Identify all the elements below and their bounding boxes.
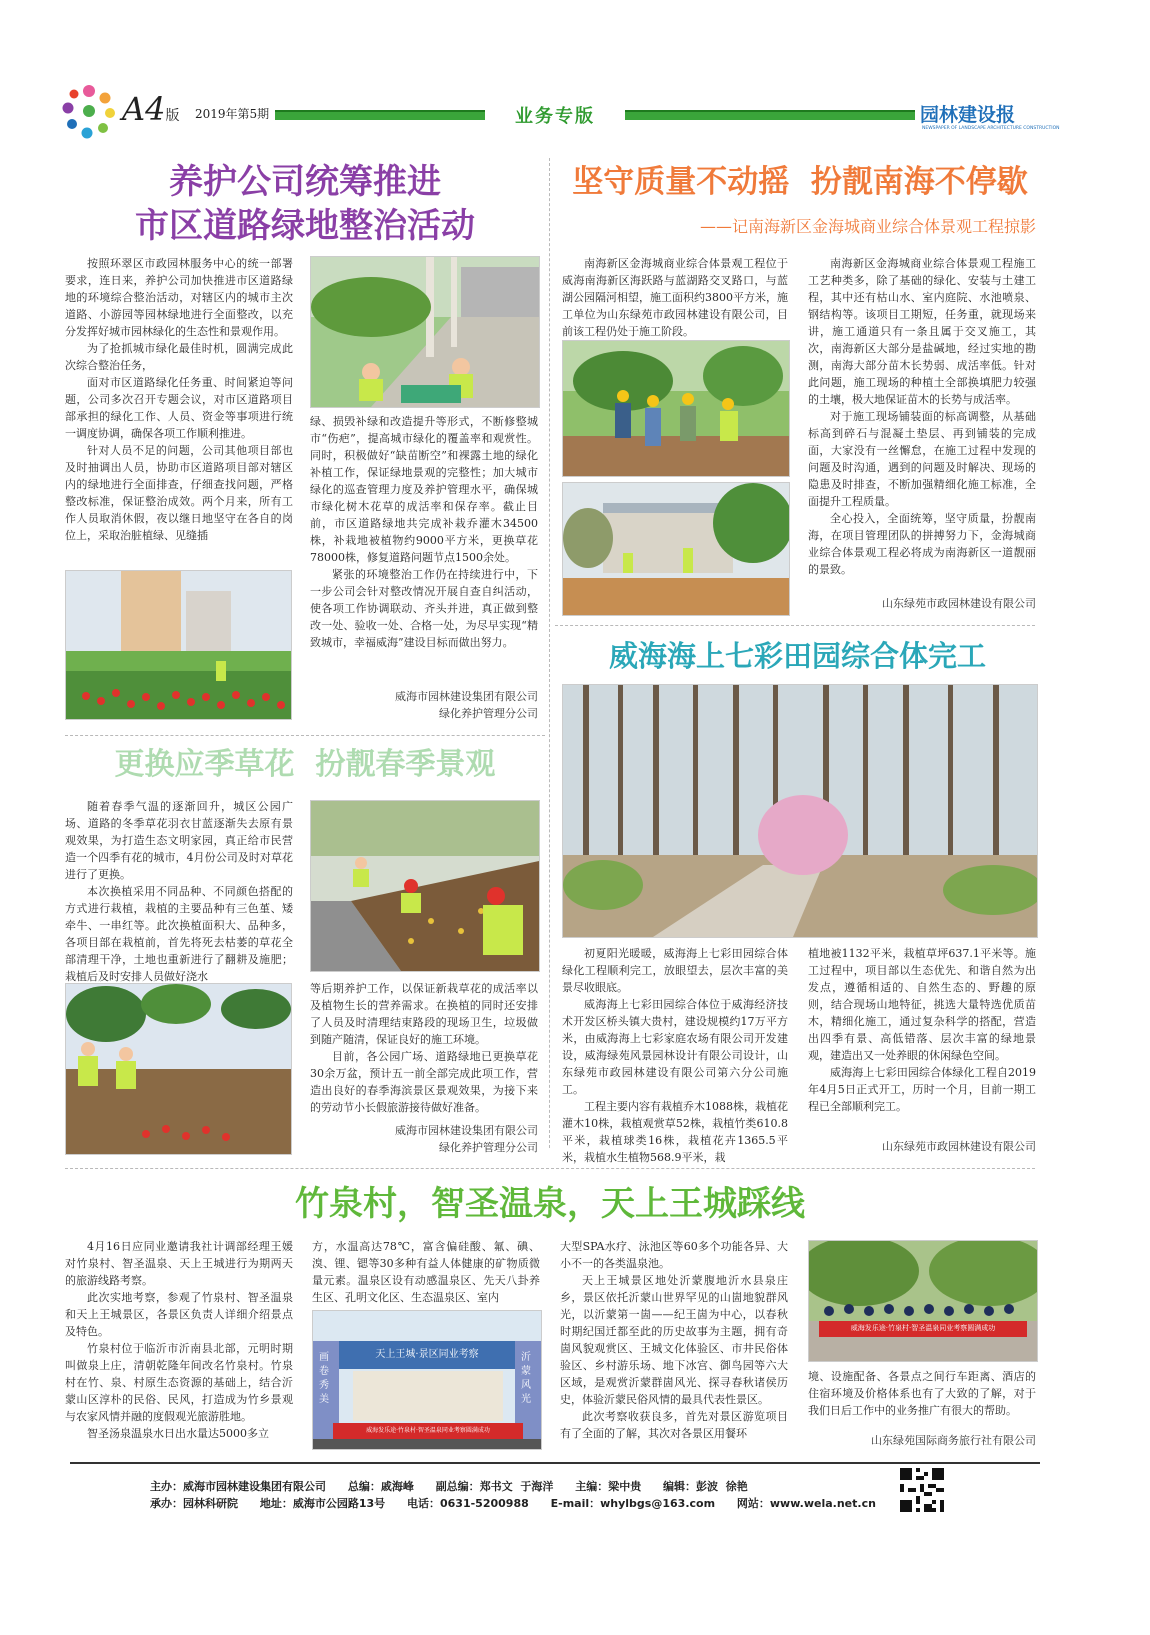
masthead-green-bar-left <box>275 110 485 120</box>
group-banner-text: 威海发乐途·竹泉村·智圣温泉同业考察圆满成功 <box>850 1324 996 1332</box>
article1-title <box>65 160 545 248</box>
paragraph: 绿、损毁补绿和改造提升等形式，不断修整城市“伤疤”，提高城市绿化的覆盖率和观赏性。同时，积极做好“缺苗断空”和裸露土地的绿化补植工作，保证绿地景观的完整性；加大城市绿化的巡查管理力度及养护管理水平，确保城市绿化树木花草的成活率和保存率。截止目前，市区道路绿地共完成补栽乔灌木34500株，补栽地被植物约9000平方米，更换草花78000株，修复道路问题节点1500余处。 <box>310 415 538 564</box>
paragraph: 初夏阳光暖暖，威海海上七彩田园综合体绿化工程顺利完工，放眼望去，层次丰富的美景尽收眼底。 <box>562 947 788 994</box>
paper-name: 园林建设报 <box>920 104 1016 126</box>
article4-credit: 山东绿苑市政园林建设有限公司 <box>882 1140 1036 1153</box>
gate-sign-text: 天上王城·景区同业考察 <box>375 1349 479 1360</box>
footer-chief-editor <box>575 1480 641 1493</box>
article5-credit: 山东绿苑国际商务旅行社有限公司 <box>871 1434 1036 1447</box>
paragraph: 随着春季气温的逐渐回升，城区公园广场、道路的冬季草花羽衣甘蓝逐渐失去原有景观效果，为打造生态文明家园，真正给市民营造一个四季有花的城市，4月份公司及时对草花进行了更换。 <box>65 800 293 881</box>
logo-flower-icon <box>60 82 118 140</box>
footer-rule <box>70 1462 1040 1464</box>
paragraph: 方，水温高达78℃，富含偏硅酸、氟、碘、溴、锂、锶等30多种有益人体健康的矿物质微量元素。温泉区设有动感温泉区、先天八卦养生区、孔明文化区、生态温泉区、室内 <box>312 1240 540 1304</box>
gate-couplet-left: 画卷秀美 <box>319 1352 329 1405</box>
footer-row-2 <box>150 1495 894 1511</box>
gate-couplet-right: 沂蒙风光 <box>521 1352 531 1405</box>
value: 戚海峰 <box>380 1480 414 1493</box>
photo-workers-hardhats <box>562 340 790 477</box>
article3-credit <box>310 1122 538 1156</box>
value: 彭波 徐艳 <box>696 1480 748 1493</box>
column-divider <box>549 158 550 1148</box>
article3-title: 更换应季草花 扮靓春季景观 <box>114 747 496 782</box>
article3-col1 <box>65 798 293 985</box>
masthead <box>60 80 1060 140</box>
gate-banner-text: 威海发乐途·竹泉村·智圣温泉同业考察圆满成功 <box>366 1427 490 1434</box>
photo-forest-path-blossoms <box>562 684 1038 938</box>
paragraph: 威海海上七彩田园综合体绿化工程自2019年4月5日正式开工，历时一个月，目前一期工程已全部顺利完工。 <box>808 1066 1036 1113</box>
footer-email[interactable] <box>551 1497 715 1510</box>
paragraph: 工程主要内容有栽植乔木1088株，栽植花灌木10株，栽植观赏草52株，栽植竹类610.8平米，栽植球类16株，栽植花卉1365.5平米，栽植水生植物568.9平米，栽 <box>562 1100 788 1164</box>
label: 主办： <box>150 1480 183 1493</box>
photo-workers-roadside-flowers <box>310 800 540 972</box>
paragraph: 天上王城景区地处沂蒙腹地沂水县泉庄乡，景区依托沂蒙山世界罕见的山崮地貌群风光，以沂蒙第一崮——纪王崮为中心，以春秋时期纪国迁都至此的历史故事为主题，拥有奇崮风貌观赏区、王城文化体验区、市井民俗体验区、乡村游乐场、地下冰宫、御鸟园等六大区域，是观赏沂蒙群崮风光、探寻春秋诸侯历史，体验沂蒙民俗风情的最具代表性景区。 <box>560 1274 788 1406</box>
paragraph: 智圣汤泉温泉水日出水量达5000多立 <box>87 1427 269 1440</box>
paragraph: 南海新区金海城商业综合体景观工程位于威海南海新区海跃路与蓝湖路交叉路口，与蓝湖公园隔河相望，施工面积约3800平方米，施工单位为山东绿苑市政园林建设有限公司，目前该工程仍处于施工阶段。 <box>562 257 788 338</box>
paragraph: 植地被1132平米，栽植草坪637.1平米等。施工过程中，项目部以生态优先、和谐自然为出发点，遵循相适的、自然生态的、野趣的原则，结合现场山地特征，挑选大量特选优质苗木，精细化施工，通过复杂科学的搭配，营造出四季有景、高低错落、层次丰富的绿地景观，建造出又一处养眼的休闲绿色空间。 <box>808 947 1036 1062</box>
paragraph: 境、设施配备、各景点之间行车距离、酒店的住宿环境及价格体系也有了大致的了解，对于我们日后工作中的业务推广有很大的帮助。 <box>808 1370 1036 1417</box>
label: 编辑： <box>663 1480 697 1493</box>
article1-col1 <box>65 255 293 544</box>
footer-organizer <box>150 1497 238 1510</box>
photo-tour-group-banner <box>808 1240 1038 1362</box>
photo-scenic-gate-group <box>312 1310 542 1450</box>
footer-editors <box>663 1480 748 1493</box>
photo-workers-planting-sidewalk <box>310 256 540 408</box>
paragraph: 针对人员不足的问题，公司其他项目部也及时抽调出人员，协助市区道路项目部对辖区内的绿地进行全面排查，仔细查找问题，严格整改标准，保证整治成效。两个月来，所有工作人员取消休假，夜以继日地坚守在各自的岗位上，采取治脏植绿、见缝插 <box>65 444 293 542</box>
paragraph: 4月16日应同业邀请我社计调部经理王媛对竹泉村、智圣温泉、天上王城进行为期两天的旅游线路考察。 <box>65 1240 293 1287</box>
footer-phone <box>407 1497 529 1510</box>
article4-title: 威海海上七彩田园综合体完工 <box>608 639 986 673</box>
label: 地址： <box>259 1497 293 1510</box>
article4-col1 <box>562 945 788 1166</box>
article1-col2 <box>310 413 538 651</box>
label: 副总编： <box>435 1480 480 1493</box>
paragraph: 按照环翠区市政园林服务中心的统一部署要求，连日来，养护公司加快推进市区道路绿地的环境综合整治活动，对辖区内的城市主次道路、小游园等园林绿地进行全面整改，以充分发挥好城市园林绿化的生态性和景观作用。 <box>65 257 293 338</box>
footer-address <box>260 1497 385 1510</box>
credit-line: 威海市园林建设集团有限公司 <box>395 1124 538 1137</box>
label: E-mail： <box>550 1497 601 1510</box>
credit-line: 绿化养护管理分公司 <box>439 707 538 720</box>
credit-line: 绿化养护管理分公司 <box>439 1141 538 1154</box>
paragraph: 南海新区金海城商业综合体景观工程施工工艺种类多，除了基础的绿化、安装与土建工程，其中还有枯山水、室内庭院、水池喷泉、钢结构等。该项目工期短，任务重，就现场来讲，施工通道只有一条且属于交叉施工，其次，南海新区大部分是盐碱地，经过实地的勘测，南海大部分苗木长势弱、成活率低。针对此问题，施工现场的种植土全部换填肥力较强的土壤，极大地保证苗木的长势与成活率。 <box>808 257 1036 406</box>
label: 网站： <box>736 1497 770 1510</box>
article5-col1 <box>65 1238 293 1442</box>
article2-col1 <box>562 255 788 340</box>
label: 电话： <box>407 1497 440 1510</box>
footer-editor-in-chief <box>348 1480 414 1493</box>
value[interactable]: whylbgs@163.com <box>600 1497 716 1510</box>
photo-tree-planting-site <box>562 482 790 616</box>
article4-col2 <box>808 945 1036 1115</box>
article1-title-line1: 养护公司统筹推进 <box>169 162 441 202</box>
footer-deputy <box>436 1480 554 1493</box>
section-divider <box>65 1168 1035 1169</box>
page-number: A4版 <box>122 90 180 128</box>
paragraph: 全心投入，全面统筹，坚守质量，扮靓南海，在项目管理团队的拼搏努力下，金海城商业综合体景观工程必将成为南海新区一道靓丽的景致。 <box>808 512 1036 576</box>
article5-title: 竹泉村，智圣温泉，天上王城踩线 <box>295 1184 805 1224</box>
paragraph: 此次考察收获良多，首先对景区游览项目有了全面的了解，其次对各景区用餐环 <box>560 1410 788 1440</box>
paragraph: 紧张的环境整治工作仍在持续进行中，下一步公司会针对整改情况开展自查自纠活动，使各项工作协调联动、齐头并进，真正做到整改一处、验收一处、合格一处，为尽早实现“精致城市，幸福威海”建设目标而做出努力。 <box>310 568 538 649</box>
page-suffix: 版 <box>165 108 180 124</box>
label: 承办： <box>150 1497 183 1510</box>
value: 威海市公园路13号 <box>292 1497 386 1510</box>
section-divider <box>555 625 1035 626</box>
article1-credit <box>310 688 538 722</box>
paragraph: 竹泉村位于临沂市沂南县北部，元明时期叫做泉上庄，清朝乾隆年间改名竹泉村。竹泉村在竹、泉、村原生态资源的基础上，结合沂蒙山区淳朴的民俗、民风，打造成为竹乡景观与农家风情并融的度假观光旅游胜地。 <box>65 1342 293 1423</box>
value: 威海市园林建设集团有限公司 <box>183 1480 326 1493</box>
article2-credit: 山东绿苑市政园林建设有限公司 <box>882 597 1036 610</box>
paragraph: 面对市区道路绿化任务重、时间紧迫等问题，公司多次召开专题会议，对市区道路项目部承担的绿化工作、人员、资金等事项进行统一调度协调，确保各项工作顺利推进。 <box>65 376 293 440</box>
value: 梁中贵 <box>608 1480 642 1493</box>
value: 园林科研院 <box>183 1497 238 1510</box>
photo-red-tulips-garden <box>65 570 292 720</box>
footer-website[interactable] <box>737 1497 876 1510</box>
paragraph: 大型SPA水疗、泳池区等60多个功能各异、大小不一的各类温泉池。 <box>560 1240 788 1270</box>
paragraph: 等后期养护工作，以保证新栽草花的成活率以及植物生长的营养需求。在换植的同时还安排了人员及时清理结束路段的现场卫生，垃圾做到随产随清，保证良好的施工环境。 <box>310 982 538 1046</box>
masthead-green-bar-right <box>625 110 915 120</box>
paragraph: 本次换植采用不同品种、不同颜色搭配的方式进行栽植，栽植的主要品种有三色堇、矮牵牛、一串红等。此次换植面积大、品种多，各项目部在栽植前，首先将死去枯萎的草花全部清理干净，土地也重新进行了翻耕及施肥；栽植后及时安排人员做好浇水 <box>65 885 293 983</box>
article2-subtitle: ——记南海新区金海城商业综合体景观工程掠影 <box>699 217 1036 236</box>
qr-code-icon <box>900 1468 944 1512</box>
label: 总编： <box>347 1480 381 1493</box>
article1-title-line2: 市区道路绿地整治活动 <box>135 206 475 246</box>
paragraph: 目前，各公园广场、道路绿地已更换草花30余万盆，预计五一前全部完成此项工作，营造出良好的春季海滨景区景观效果，为接下来的劳动节小长假旅游接待做好准备。 <box>310 1050 538 1114</box>
paper-subtitle: NEWSPAPER OF LANDSCAPE ARCHITECTURE CONSTRUCTION <box>922 126 1060 131</box>
article3-col2 <box>310 980 538 1116</box>
article2-col2 <box>808 255 1036 578</box>
paragraph: 威海海上七彩田园综合体位于威海经济技术开发区桥头镇大贵村，建设规模约17万平方米，由威海海上七彩家庭农场有限公司开发建设，威海绿苑风景园林设计有限公司设计，山东绿苑市政园林建设有限公司第六分公司施工。 <box>562 998 788 1096</box>
section-name: 业务专版 <box>515 106 595 127</box>
value[interactable]: www.wela.net.cn <box>769 1497 876 1510</box>
photo-workers-flower-bed <box>65 983 292 1155</box>
article2-title: 坚守质量不动摇 扮靓南海不停歇 <box>572 164 1028 200</box>
paragraph: 对于施工现场铺装面的标高调整，从基础标高到碎石与混凝土垫层、再到铺装的完成面，大家没有一丝懈怠，在施工过程中发现的问题及时沟通，遇到的问题及时解决、现场的隐患及时排查，不断加强精细化施工标准，全面提升工程质量。 <box>808 410 1036 508</box>
section-divider <box>65 735 545 736</box>
value: 郑书文 于海洋 <box>479 1480 554 1493</box>
value: 0631-5200988 <box>440 1497 529 1510</box>
article5-col3 <box>560 1238 788 1442</box>
footer-sponsor <box>150 1480 326 1493</box>
paragraph: 此次实地考察，参观了竹泉村、智圣温泉和天上王城景区，各景区负责人详细介绍景点及特色。 <box>65 1291 293 1338</box>
article5-col4 <box>808 1368 1036 1419</box>
label: 主编： <box>575 1480 609 1493</box>
credit-line: 威海市园林建设集团有限公司 <box>395 690 538 703</box>
issue-label: 2019年第5期 <box>195 107 270 121</box>
article5-col2 <box>312 1238 540 1306</box>
paragraph: 为了抢抓城市绿化最佳时机，圆满完成此次综合整治任务， <box>65 342 293 372</box>
footer-row-1 <box>150 1478 766 1494</box>
